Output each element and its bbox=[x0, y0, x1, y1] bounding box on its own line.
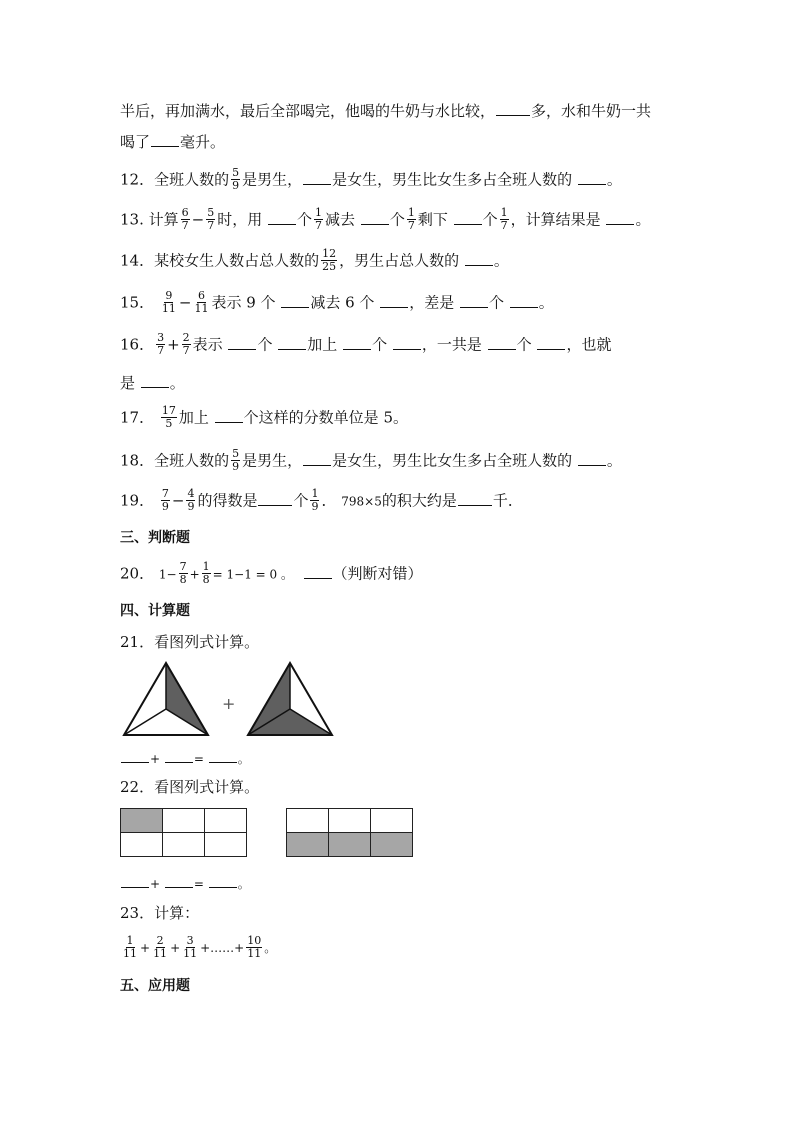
question-text: 全班人数的 bbox=[154, 451, 230, 470]
numerator: 1 bbox=[126, 934, 134, 947]
q11-text: 喝了 bbox=[120, 133, 151, 151]
answer-blank[interactable] bbox=[361, 210, 389, 225]
fraction bbox=[186, 488, 195, 513]
question-text: 个 bbox=[482, 210, 498, 229]
answer-blank[interactable] bbox=[141, 373, 169, 388]
section-heading: 五、应用题 bbox=[120, 978, 190, 994]
question-text: 表示 bbox=[192, 335, 223, 354]
question-number: 18． bbox=[120, 451, 155, 470]
question-text: 减去 6 个 bbox=[310, 293, 375, 312]
triangle-figure-1 bbox=[122, 661, 212, 737]
answer-blank[interactable] bbox=[121, 748, 149, 763]
grid-figure-2 bbox=[286, 808, 413, 857]
operator: = bbox=[193, 877, 204, 891]
q11-text: 半后，再加满水，最后全部喝完，他喝的牛奶与水比较， bbox=[120, 102, 496, 120]
question-number: 23． bbox=[120, 904, 155, 922]
empty-cell bbox=[163, 833, 205, 857]
expression: = 1−1 = 0 。 bbox=[212, 567, 293, 582]
q11-text: 毫升。 bbox=[180, 133, 226, 151]
denominator: 5 bbox=[165, 417, 173, 430]
operator: − bbox=[171, 491, 185, 510]
answer-blank[interactable] bbox=[510, 293, 538, 308]
answer-blank[interactable] bbox=[537, 335, 565, 350]
question-17 bbox=[120, 406, 674, 431]
question-number: 22． bbox=[120, 778, 155, 796]
answer-blank[interactable] bbox=[209, 873, 237, 888]
numerator: 5 bbox=[232, 166, 240, 179]
question-text: ． bbox=[321, 491, 337, 510]
question-text: 是女生，男生比女生多占全班人数的 bbox=[332, 170, 573, 189]
question-15 bbox=[120, 291, 674, 316]
question-text: 计算： bbox=[154, 904, 200, 922]
question-text: ，一共是 bbox=[421, 335, 482, 354]
question-text: 是 bbox=[120, 374, 136, 392]
question-16-cont bbox=[120, 372, 674, 394]
denominator: 11 bbox=[153, 947, 168, 960]
fraction bbox=[206, 207, 215, 232]
q11-text: 多，水和牛奶一共 bbox=[531, 102, 652, 120]
numerator: 1 bbox=[407, 206, 415, 219]
operator: + bbox=[140, 941, 151, 955]
question-text: 个 bbox=[372, 335, 388, 354]
question-text: 个 bbox=[257, 335, 273, 354]
numerator: 9 bbox=[165, 289, 173, 302]
fraction bbox=[179, 561, 188, 586]
expression: 798×5 bbox=[341, 494, 382, 509]
question-text: 。 bbox=[606, 170, 622, 189]
question-number: 13. bbox=[120, 210, 149, 229]
answer-blank[interactable] bbox=[165, 873, 193, 888]
question-text: 加上 bbox=[178, 408, 209, 427]
operator: + bbox=[150, 877, 161, 891]
answer-blank[interactable] bbox=[393, 335, 421, 350]
answer-blank[interactable] bbox=[258, 491, 292, 506]
operator: + bbox=[189, 567, 200, 582]
empty-cell bbox=[329, 809, 371, 833]
answer-blank[interactable] bbox=[165, 748, 193, 763]
question-number: 14． bbox=[120, 251, 155, 270]
numerator: 6 bbox=[197, 289, 205, 302]
question-text: 个 bbox=[293, 491, 309, 510]
denominator: 7 bbox=[157, 344, 165, 357]
denominator: 7 bbox=[500, 219, 508, 232]
question-number: 19． bbox=[120, 491, 155, 510]
question-text: 看图列式计算。 bbox=[154, 778, 260, 796]
fraction bbox=[122, 935, 138, 960]
denominator: 11 bbox=[183, 947, 198, 960]
denominator: 25 bbox=[322, 260, 337, 273]
answer-blank[interactable] bbox=[268, 210, 296, 225]
operator: + bbox=[167, 335, 180, 354]
denominator: 9 bbox=[311, 500, 319, 513]
question-text: ，也就 bbox=[566, 335, 612, 354]
denominator: 11 bbox=[161, 302, 176, 315]
fraction bbox=[161, 488, 170, 513]
question-16 bbox=[120, 333, 674, 358]
question-text: 个 bbox=[516, 335, 532, 354]
answer-blank[interactable] bbox=[606, 210, 634, 225]
question-text: 。 bbox=[606, 451, 622, 470]
denominator: 9 bbox=[232, 460, 240, 473]
answer-blank[interactable] bbox=[303, 170, 331, 185]
punctuation: 。 bbox=[264, 941, 277, 955]
numerator: 1 bbox=[315, 206, 323, 219]
question-number: 20． bbox=[120, 564, 155, 583]
question-text: 个 bbox=[389, 210, 405, 229]
question-text: 时，用 bbox=[217, 210, 263, 229]
answer-blank[interactable] bbox=[228, 335, 256, 350]
question-text: 的得数是 bbox=[197, 491, 258, 510]
answer-blank[interactable] bbox=[578, 170, 606, 185]
question-text: 个这样的分数单位是 5。 bbox=[243, 408, 408, 427]
question-text: （判断对错） bbox=[332, 564, 423, 583]
fraction bbox=[193, 290, 209, 315]
question-text: 。 bbox=[169, 374, 185, 392]
answer-blank[interactable] bbox=[380, 293, 408, 308]
fraction bbox=[152, 935, 168, 960]
numerator: 1 bbox=[311, 487, 319, 500]
fraction bbox=[182, 332, 191, 357]
question-text: 是女生，男生比女生多占全班人数的 bbox=[332, 451, 573, 470]
question-number: 16． bbox=[120, 335, 155, 354]
question-text: 。 bbox=[635, 210, 651, 229]
numerator: 7 bbox=[161, 487, 169, 500]
denominator: 7 bbox=[181, 219, 189, 232]
numerator: 4 bbox=[187, 487, 195, 500]
denominator: 11 bbox=[247, 947, 262, 960]
answer-blank[interactable] bbox=[215, 408, 243, 423]
fraction bbox=[202, 561, 211, 586]
question-text: 看图列式计算。 bbox=[154, 633, 260, 651]
question-text: ，计算结果是 bbox=[510, 210, 601, 229]
numerator: 2 bbox=[182, 331, 190, 344]
ellipsis: +……+ bbox=[200, 941, 245, 955]
question-text: ，男生占总人数的 bbox=[339, 251, 460, 270]
question-18 bbox=[120, 449, 674, 474]
empty-cell bbox=[163, 809, 205, 833]
question-text: 剩下 bbox=[417, 210, 448, 229]
operator: − bbox=[178, 293, 192, 312]
fraction bbox=[231, 448, 240, 473]
answer-blank[interactable] bbox=[488, 335, 516, 350]
question-text: 计算 bbox=[148, 210, 179, 229]
answer-blank[interactable] bbox=[151, 132, 179, 147]
fraction bbox=[310, 488, 319, 513]
denominator: 9 bbox=[232, 179, 240, 192]
operator: + bbox=[170, 941, 181, 955]
denominator: 11 bbox=[123, 947, 137, 960]
question-text: 某校女生人数占总人数的 bbox=[154, 251, 320, 270]
question-23 bbox=[120, 902, 674, 924]
question-19 bbox=[120, 489, 674, 514]
numerator: 17 bbox=[161, 404, 176, 417]
answer-blank[interactable] bbox=[454, 210, 482, 225]
answer-blank[interactable] bbox=[278, 335, 306, 350]
empty-cell bbox=[121, 833, 163, 857]
empty-cell bbox=[205, 833, 247, 857]
question-text: 个 bbox=[297, 210, 313, 229]
fraction bbox=[156, 332, 165, 357]
punctuation: 。 bbox=[237, 877, 250, 891]
q21-answer-row bbox=[120, 748, 674, 770]
fraction bbox=[231, 167, 240, 192]
q23-expression bbox=[120, 936, 674, 961]
numerator: 5 bbox=[232, 447, 240, 460]
question-14 bbox=[120, 249, 674, 274]
numerator: 12 bbox=[322, 247, 337, 260]
fraction bbox=[181, 207, 190, 232]
shaded-cell bbox=[329, 833, 371, 857]
fraction bbox=[182, 935, 198, 960]
question-12 bbox=[120, 168, 674, 193]
answer-blank[interactable] bbox=[121, 873, 149, 888]
denominator: 7 bbox=[407, 219, 415, 232]
question-13 bbox=[120, 208, 674, 233]
section-heading: 四、计算题 bbox=[120, 603, 190, 619]
operator: + bbox=[150, 752, 161, 766]
section-heading: 三、判断题 bbox=[120, 530, 190, 546]
numerator: 5 bbox=[207, 206, 215, 219]
numerator: 3 bbox=[186, 934, 194, 947]
q22-answer-row bbox=[120, 873, 674, 895]
answer-blank[interactable] bbox=[281, 293, 309, 308]
operator: = bbox=[193, 752, 204, 766]
answer-blank[interactable] bbox=[460, 293, 488, 308]
plus-sign: + bbox=[222, 694, 236, 713]
fraction bbox=[321, 248, 337, 273]
denominator: 9 bbox=[187, 500, 195, 513]
question-number: 21． bbox=[120, 633, 155, 651]
question-22 bbox=[120, 776, 674, 798]
expression: 1− bbox=[158, 567, 177, 582]
empty-cell bbox=[205, 809, 247, 833]
question-text: 。 bbox=[493, 251, 509, 270]
denominator: 8 bbox=[179, 573, 187, 586]
question-text: 表示 9 个 bbox=[211, 293, 276, 312]
shaded-cell bbox=[121, 809, 163, 833]
fraction bbox=[246, 935, 262, 960]
numerator: 3 bbox=[157, 331, 165, 344]
question-number: 15． bbox=[120, 293, 155, 312]
question-text: 加上 bbox=[307, 335, 338, 354]
q11-line1 bbox=[120, 100, 674, 122]
fraction bbox=[500, 207, 509, 232]
numerator: 1 bbox=[500, 206, 508, 219]
answer-blank[interactable] bbox=[496, 101, 530, 116]
numerator: 6 bbox=[181, 206, 189, 219]
answer-blank[interactable] bbox=[343, 335, 371, 350]
shaded-cell bbox=[287, 833, 329, 857]
answer-blank[interactable] bbox=[209, 748, 237, 763]
question-text: 千． bbox=[492, 491, 523, 510]
question-text: 。 bbox=[538, 293, 554, 312]
question-20 bbox=[120, 562, 674, 587]
fraction bbox=[161, 290, 177, 315]
grid-figure-1 bbox=[120, 808, 247, 857]
question-text: ，差是 bbox=[409, 293, 455, 312]
triangle-figure-2 bbox=[246, 661, 336, 737]
fraction bbox=[314, 207, 323, 232]
empty-cell bbox=[287, 809, 329, 833]
denominator: 7 bbox=[315, 219, 323, 232]
question-number: 17． bbox=[120, 408, 155, 427]
punctuation: 。 bbox=[237, 752, 250, 766]
operator: − bbox=[191, 210, 205, 229]
question-number: 12． bbox=[120, 170, 155, 189]
denominator: 7 bbox=[182, 344, 190, 357]
question-text: 是男生， bbox=[242, 170, 303, 189]
numerator: 1 bbox=[202, 560, 210, 573]
fraction bbox=[161, 405, 177, 430]
question-text: 的积大约是 bbox=[381, 491, 457, 510]
denominator: 9 bbox=[161, 500, 169, 513]
question-21 bbox=[120, 631, 674, 653]
q11-line2 bbox=[120, 131, 674, 153]
empty-cell bbox=[371, 809, 413, 833]
numerator: 10 bbox=[247, 934, 262, 947]
answer-blank[interactable] bbox=[304, 564, 332, 579]
denominator: 8 bbox=[202, 573, 210, 586]
numerator: 2 bbox=[156, 934, 164, 947]
answer-blank[interactable] bbox=[578, 451, 606, 466]
fraction bbox=[407, 207, 416, 232]
denominator: 7 bbox=[207, 219, 215, 232]
denominator: 11 bbox=[194, 302, 209, 315]
question-text: 全班人数的 bbox=[154, 170, 230, 189]
shaded-cell bbox=[371, 833, 413, 857]
question-text: 是男生， bbox=[242, 451, 303, 470]
answer-blank[interactable] bbox=[303, 451, 331, 466]
answer-blank[interactable] bbox=[465, 251, 493, 266]
numerator: 7 bbox=[179, 560, 187, 573]
question-text: 减去 bbox=[325, 210, 356, 229]
question-text: 个 bbox=[489, 293, 505, 312]
answer-blank[interactable] bbox=[458, 491, 492, 506]
